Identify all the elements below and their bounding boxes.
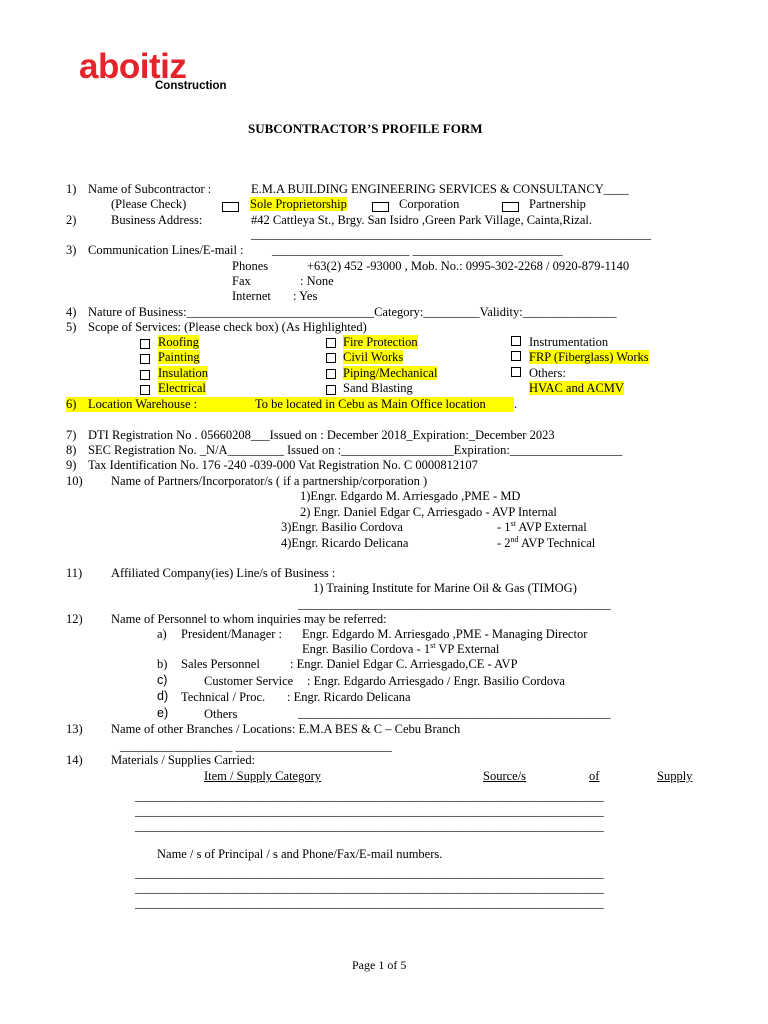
internet-label: Internet <box>232 289 271 303</box>
item-number: 3) <box>66 243 77 257</box>
location-warehouse-period: . <box>514 397 518 411</box>
service-sand-blasting: Sand Blasting <box>343 381 413 395</box>
item-number: 6) <box>66 397 77 411</box>
sec-registration-row[interactable]: SEC Registration No. _N/A_________ Issued on :__________________Expiration:__________________ <box>88 443 623 457</box>
company-logo <box>63 46 263 106</box>
personnel-letter: e) <box>157 706 169 720</box>
item-number: 4) <box>66 305 77 319</box>
service-others: Others: <box>529 366 566 380</box>
partners-label: Name of Partners/Incorporator/s ( if a partnership/corporation ) <box>111 474 428 488</box>
phones-label: Phones <box>232 259 269 273</box>
service-civil-works: Civil Works <box>343 350 404 364</box>
supply-blank-line[interactable]: ___________________________________________________________________________ <box>135 804 604 818</box>
supply-blank-line[interactable]: ___________________________________________________________________________ <box>135 789 604 803</box>
item-number: 10) <box>66 474 83 488</box>
item-number: 13) <box>66 722 83 736</box>
service-electrical: Electrical <box>158 381 206 395</box>
partner-4: 4)Engr. Ricardo Delicana <box>281 536 409 550</box>
communication-lines-label: Communication Lines/E-mail : <box>88 243 244 257</box>
fax-value[interactable]: : None <box>300 274 334 288</box>
technical-proc-value[interactable]: : Engr. Ricardo Delicana <box>287 690 411 704</box>
electrical-checkbox[interactable] <box>140 385 150 395</box>
materials-supplies-label: Materials / Supplies Carried: <box>111 753 256 767</box>
insulation-checkbox[interactable] <box>140 370 150 380</box>
personnel-letter: b) <box>157 657 168 671</box>
header-of: of <box>589 769 600 783</box>
service-hvac-acmv: HVAC and ACMV <box>529 381 624 395</box>
affiliate-line: __________________________________________________ <box>298 597 611 611</box>
other-branches-blanks[interactable]: __________________ _________________________ <box>120 739 392 753</box>
sales-personnel-label: Sales Personnel <box>181 657 260 671</box>
sand-blasting-checkbox[interactable] <box>326 385 336 395</box>
supply-blank-line[interactable]: ___________________________________________________________________________ <box>135 819 604 833</box>
location-warehouse-label: Location Warehouse : <box>88 397 198 411</box>
business-address-label: Business Address: <box>111 213 203 227</box>
item-number: 8) <box>66 443 77 457</box>
personnel-letter: d) <box>157 689 169 703</box>
dti-registration-row[interactable]: DTI Registration No . 05660208___Issued on : December 2018_Expiration:_December 2023 <box>88 428 555 442</box>
frp-works-checkbox[interactable] <box>511 351 521 361</box>
others-line[interactable]: __________________________________________________ <box>298 706 611 720</box>
form-title: SUBCONTRACTOR’S PROFILE FORM <box>248 121 483 136</box>
affiliate-1: 1) Training Institute for Marine Oil & Gas (TIMOG) <box>313 581 577 595</box>
sales-personnel-value[interactable]: : Engr. Daniel Edgar C. Arriesgado,CE - AVP <box>290 657 518 671</box>
personnel-letter: c) <box>157 673 168 687</box>
personnel-letter: a) <box>157 627 167 641</box>
service-piping-mechanical: Piping/Mechanical <box>343 366 438 380</box>
partner-3: 3)Engr. Basilio Cordova <box>281 520 403 534</box>
other-branches-row: Name of other Branches / Locations: E.M.A BES & C – Cebu Branch <box>111 722 461 736</box>
header-item-supply-category: Item / Supply Category <box>204 769 321 783</box>
item-number: 11) <box>66 566 83 580</box>
partner-3-role: - 1st AVP External <box>497 519 587 534</box>
communication-lines-blanks[interactable]: ______________________ ________________________ <box>272 243 563 257</box>
internet-value[interactable]: : Yes <box>293 289 318 303</box>
vp-external: Engr. Basilio Cordova - 1st VP External <box>302 641 500 656</box>
service-roofing: Roofing <box>158 335 199 349</box>
fire-protection-checkbox[interactable] <box>326 338 336 348</box>
fax-label: Fax <box>232 274 251 288</box>
item-number: 14) <box>66 753 83 767</box>
item-number: 2) <box>66 213 77 227</box>
others-checkbox[interactable] <box>511 367 521 377</box>
principal-blank-line[interactable]: ___________________________________________________________________________ <box>135 881 604 895</box>
org-type-partnership: Partnership <box>529 197 586 211</box>
nature-of-business-row[interactable]: Nature of Business:______________________________Category:_________Validity:_______________ <box>88 305 617 319</box>
header-sources: Source/s <box>483 769 527 783</box>
item-number: 1) <box>66 182 77 196</box>
civil-works-checkbox[interactable] <box>326 353 336 363</box>
partner-1: 1)Engr. Edgardo M. Arriesgado ,PME - MD <box>300 489 521 503</box>
principal-label: Name / s of Principal / s and Phone/Fax/E-mail numbers. <box>157 847 443 861</box>
roofing-checkbox[interactable] <box>140 339 150 349</box>
item-number: 9) <box>66 458 77 472</box>
service-instrumentation: Instrumentation <box>529 335 609 349</box>
header-supply: Supply <box>657 769 693 783</box>
logo-wordmark: aboitiz <box>79 47 187 86</box>
item-number: 7) <box>66 428 77 442</box>
service-fire-protection: Fire Protection <box>343 335 418 349</box>
subcontractor-name-label: Name of Subcontractor : <box>88 182 212 196</box>
subcontractor-name-value[interactable]: E.M.A BUILDING ENGINEERING SERVICES & CONSULTANCY____ <box>251 182 629 196</box>
painting-checkbox[interactable] <box>140 354 150 364</box>
business-address-value[interactable]: #42 Cattleya St., Brgy. San Isidro ,Green Park Village, Cainta,Rizal. <box>251 213 592 227</box>
org-type-sole-proprietorship: Sole Proprietorship <box>250 197 347 211</box>
corporation-checkbox[interactable] <box>372 202 389 212</box>
president-manager-value[interactable]: Engr. Edgardo M. Arriesgado ,PME - Managing Director <box>302 627 588 641</box>
org-type-corporation: Corporation <box>399 197 460 211</box>
page-number: Page 1 of 5 <box>352 958 407 972</box>
instrumentation-checkbox[interactable] <box>511 336 521 346</box>
business-address-line: ________________________________________________________________ <box>251 227 651 241</box>
personnel-label: Name of Personnel to whom inquiries may be referred: <box>111 612 387 626</box>
others-label: Others <box>204 707 238 721</box>
customer-service-label: Customer Service <box>204 674 294 688</box>
sole-proprietorship-checkbox[interactable] <box>222 202 239 212</box>
principal-blank-line[interactable]: ___________________________________________________________________________ <box>135 866 604 880</box>
scope-of-services-label: Scope of Services: (Please check box) (As Highlighted) <box>88 320 367 334</box>
president-manager-label: President/Manager : <box>181 627 283 641</box>
partner-2: 2) Engr. Daniel Edgar C, Arriesgado - AVP Internal <box>300 505 557 519</box>
partner-4-role: - 2nd AVP Technical <box>497 535 596 550</box>
customer-service-value[interactable]: : Engr. Edgardo Arriesgado / Engr. Basilio Cordova <box>307 674 565 688</box>
location-warehouse-value[interactable]: To be located in Cebu as Main Office location <box>255 397 486 411</box>
affiliated-companies-label: Affiliated Company(ies) Line/s of Business : <box>111 566 336 580</box>
partnership-checkbox[interactable] <box>502 202 519 212</box>
item-number: 12) <box>66 612 83 626</box>
please-check-label: (Please Check) <box>111 197 187 211</box>
service-painting: Painting <box>158 350 200 364</box>
logo-subtext: Construction <box>155 80 227 92</box>
item-number: 5) <box>66 320 77 334</box>
service-insulation: Insulation <box>158 366 208 380</box>
tax-identification-row[interactable]: Tax Identification No. 176 -240 -039-000 Vat Registration No. C 0000812107 <box>88 458 478 472</box>
service-frp-works: FRP (Fiberglass) Works <box>529 350 649 364</box>
technical-proc-label: Technical / Proc. <box>181 690 266 704</box>
phones-value[interactable]: +63(2) 452 -93000 , Mob. No.: 0995-302-2268 / 0920-879-1140 <box>307 259 630 273</box>
piping-mechanical-checkbox[interactable] <box>326 369 336 379</box>
principal-blank-line[interactable]: ___________________________________________________________________________ <box>135 896 604 910</box>
